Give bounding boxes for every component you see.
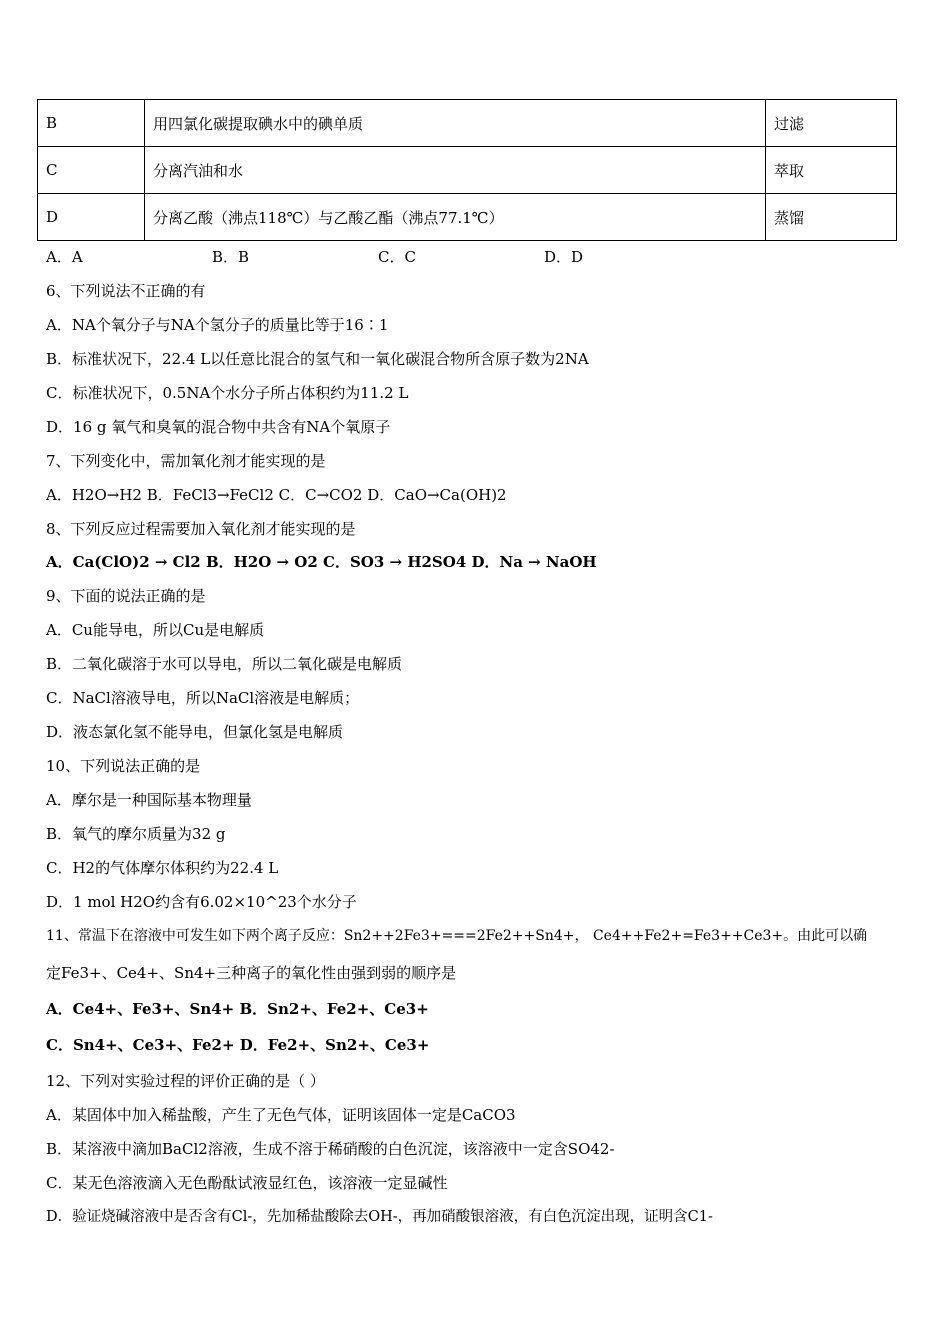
row-method: 萃取 [766, 147, 897, 194]
row-content: 分离乙酸（沸点118℃）与乙酸乙酯（沸点77.1℃） [145, 194, 766, 241]
q9-option-a: A．Cu能导电，所以Cu是电解质 [46, 621, 265, 639]
q6-option-a: A．NA个氧分子与NA个氢分子的质量比等于16∶1 [46, 316, 389, 334]
row-content: 用四氯化碳提取碘水中的碘单质 [145, 100, 766, 147]
row-method: 过滤 [766, 100, 897, 147]
row-content: 分离汽油和水 [145, 147, 766, 194]
table-row [38, 147, 897, 194]
option: D．D [544, 248, 584, 266]
row-method: 蒸馏 [766, 194, 897, 241]
table-row [38, 100, 897, 147]
q12-option-a: A．某固体中加入稀盐酸，产生了无色气体，证明该固体一定是CaCO3 [46, 1106, 516, 1124]
row-label: C [38, 147, 145, 194]
q10-stem: 10、下列说法正确的是 [46, 757, 201, 775]
options-table [37, 99, 897, 241]
row-label: D [38, 194, 145, 241]
q6-stem: 6、下列说法不正确的有 [46, 282, 206, 300]
q11-options-ab: A．Ce4+、Fe3+、Sn4+ B．Sn2+、Fe2+、Ce3+ [46, 1000, 429, 1018]
q11-options-cd: C．Sn4+、Ce3+、Fe2+ D．Fe2+、Sn2+、Ce3+ [46, 1036, 430, 1054]
option: B．B [212, 248, 250, 266]
q6-option-d: D．16 g 氧气和臭氧的混合物中共含有NA个氧原子 [46, 418, 391, 436]
q9-option-c: C．NaCl溶液导电，所以NaCl溶液是电解质； [46, 689, 360, 707]
row-label: B [38, 100, 145, 147]
q9-stem: 9、下面的说法正确的是 [46, 587, 206, 605]
q9-option-d: D．液态氯化氢不能导电，但氯化氢是电解质 [46, 723, 344, 741]
q5-options [46, 247, 583, 267]
q12-stem: 12、下列对实验过程的评价正确的是（ ） [46, 1072, 325, 1090]
q7-options: A．H2O→H2 B．FeCl3→FeCl2 C．C→CO2 D．CaO→Ca(OH)2 [46, 486, 507, 504]
q6-option-b: B．标准状况下，22.4 L以任意比混合的氢气和一氧化碳混合物所含原子数为2NA [46, 350, 589, 368]
option: A．A [46, 248, 83, 266]
q10-option-d: D．1 mol H2O约含有6.02×10^23个水分子 [46, 893, 357, 911]
option: C．C [378, 248, 416, 266]
q7-stem: 7、下列变化中，需加氧化剂才能实现的是 [46, 452, 326, 470]
table-row [38, 194, 897, 241]
q12-option-d: D．验证烧碱溶液中是否含有Cl-，先加稀盐酸除去OH-，再加硝酸银溶液，有白色沉淀出现，证明含C1- [46, 1209, 713, 1225]
q8-stem: 8、下列反应过程需要加入氧化剂才能实现的是 [46, 520, 356, 538]
q10-option-c: C．H2的气体摩尔体积约为22.4 L [46, 859, 279, 877]
q8-options: A．Ca(ClO)2 → Cl2 B．H2O → O2 C．SO3 → H2SO4 D．Na → NaOH [46, 553, 597, 571]
q10-option-a: A．摩尔是一种国际基本物理量 [46, 791, 252, 809]
q11-stem-line1: 11、常温下在溶液中可发生如下两个离子反应：Sn2++2Fe3+===2Fe2++Sn4+， Ce4++Fe2+=Fe3++Ce3+。由此可以确 [46, 928, 868, 944]
q9-option-b: B．二氧化碳溶于水可以导电，所以二氧化碳是电解质 [46, 655, 403, 673]
q12-option-c: C．某无色溶液滴入无色酚酞试液显红色，该溶液一定显碱性 [46, 1174, 448, 1192]
q11-stem-line2: 定Fe3+、Ce4+、Sn4+三种离子的氧化性由强到弱的顺序是 [46, 964, 457, 982]
q12-option-b: B．某溶液中滴加BaCl2溶液，生成不溶于稀硝酸的白色沉淀，该溶液中一定含SO42- [46, 1140, 615, 1158]
q6-option-c: C．标准状况下，0.5NA个水分子所占体积约为11.2 L [46, 384, 409, 402]
q10-option-b: B．氧气的摩尔质量为32 g [46, 825, 226, 843]
